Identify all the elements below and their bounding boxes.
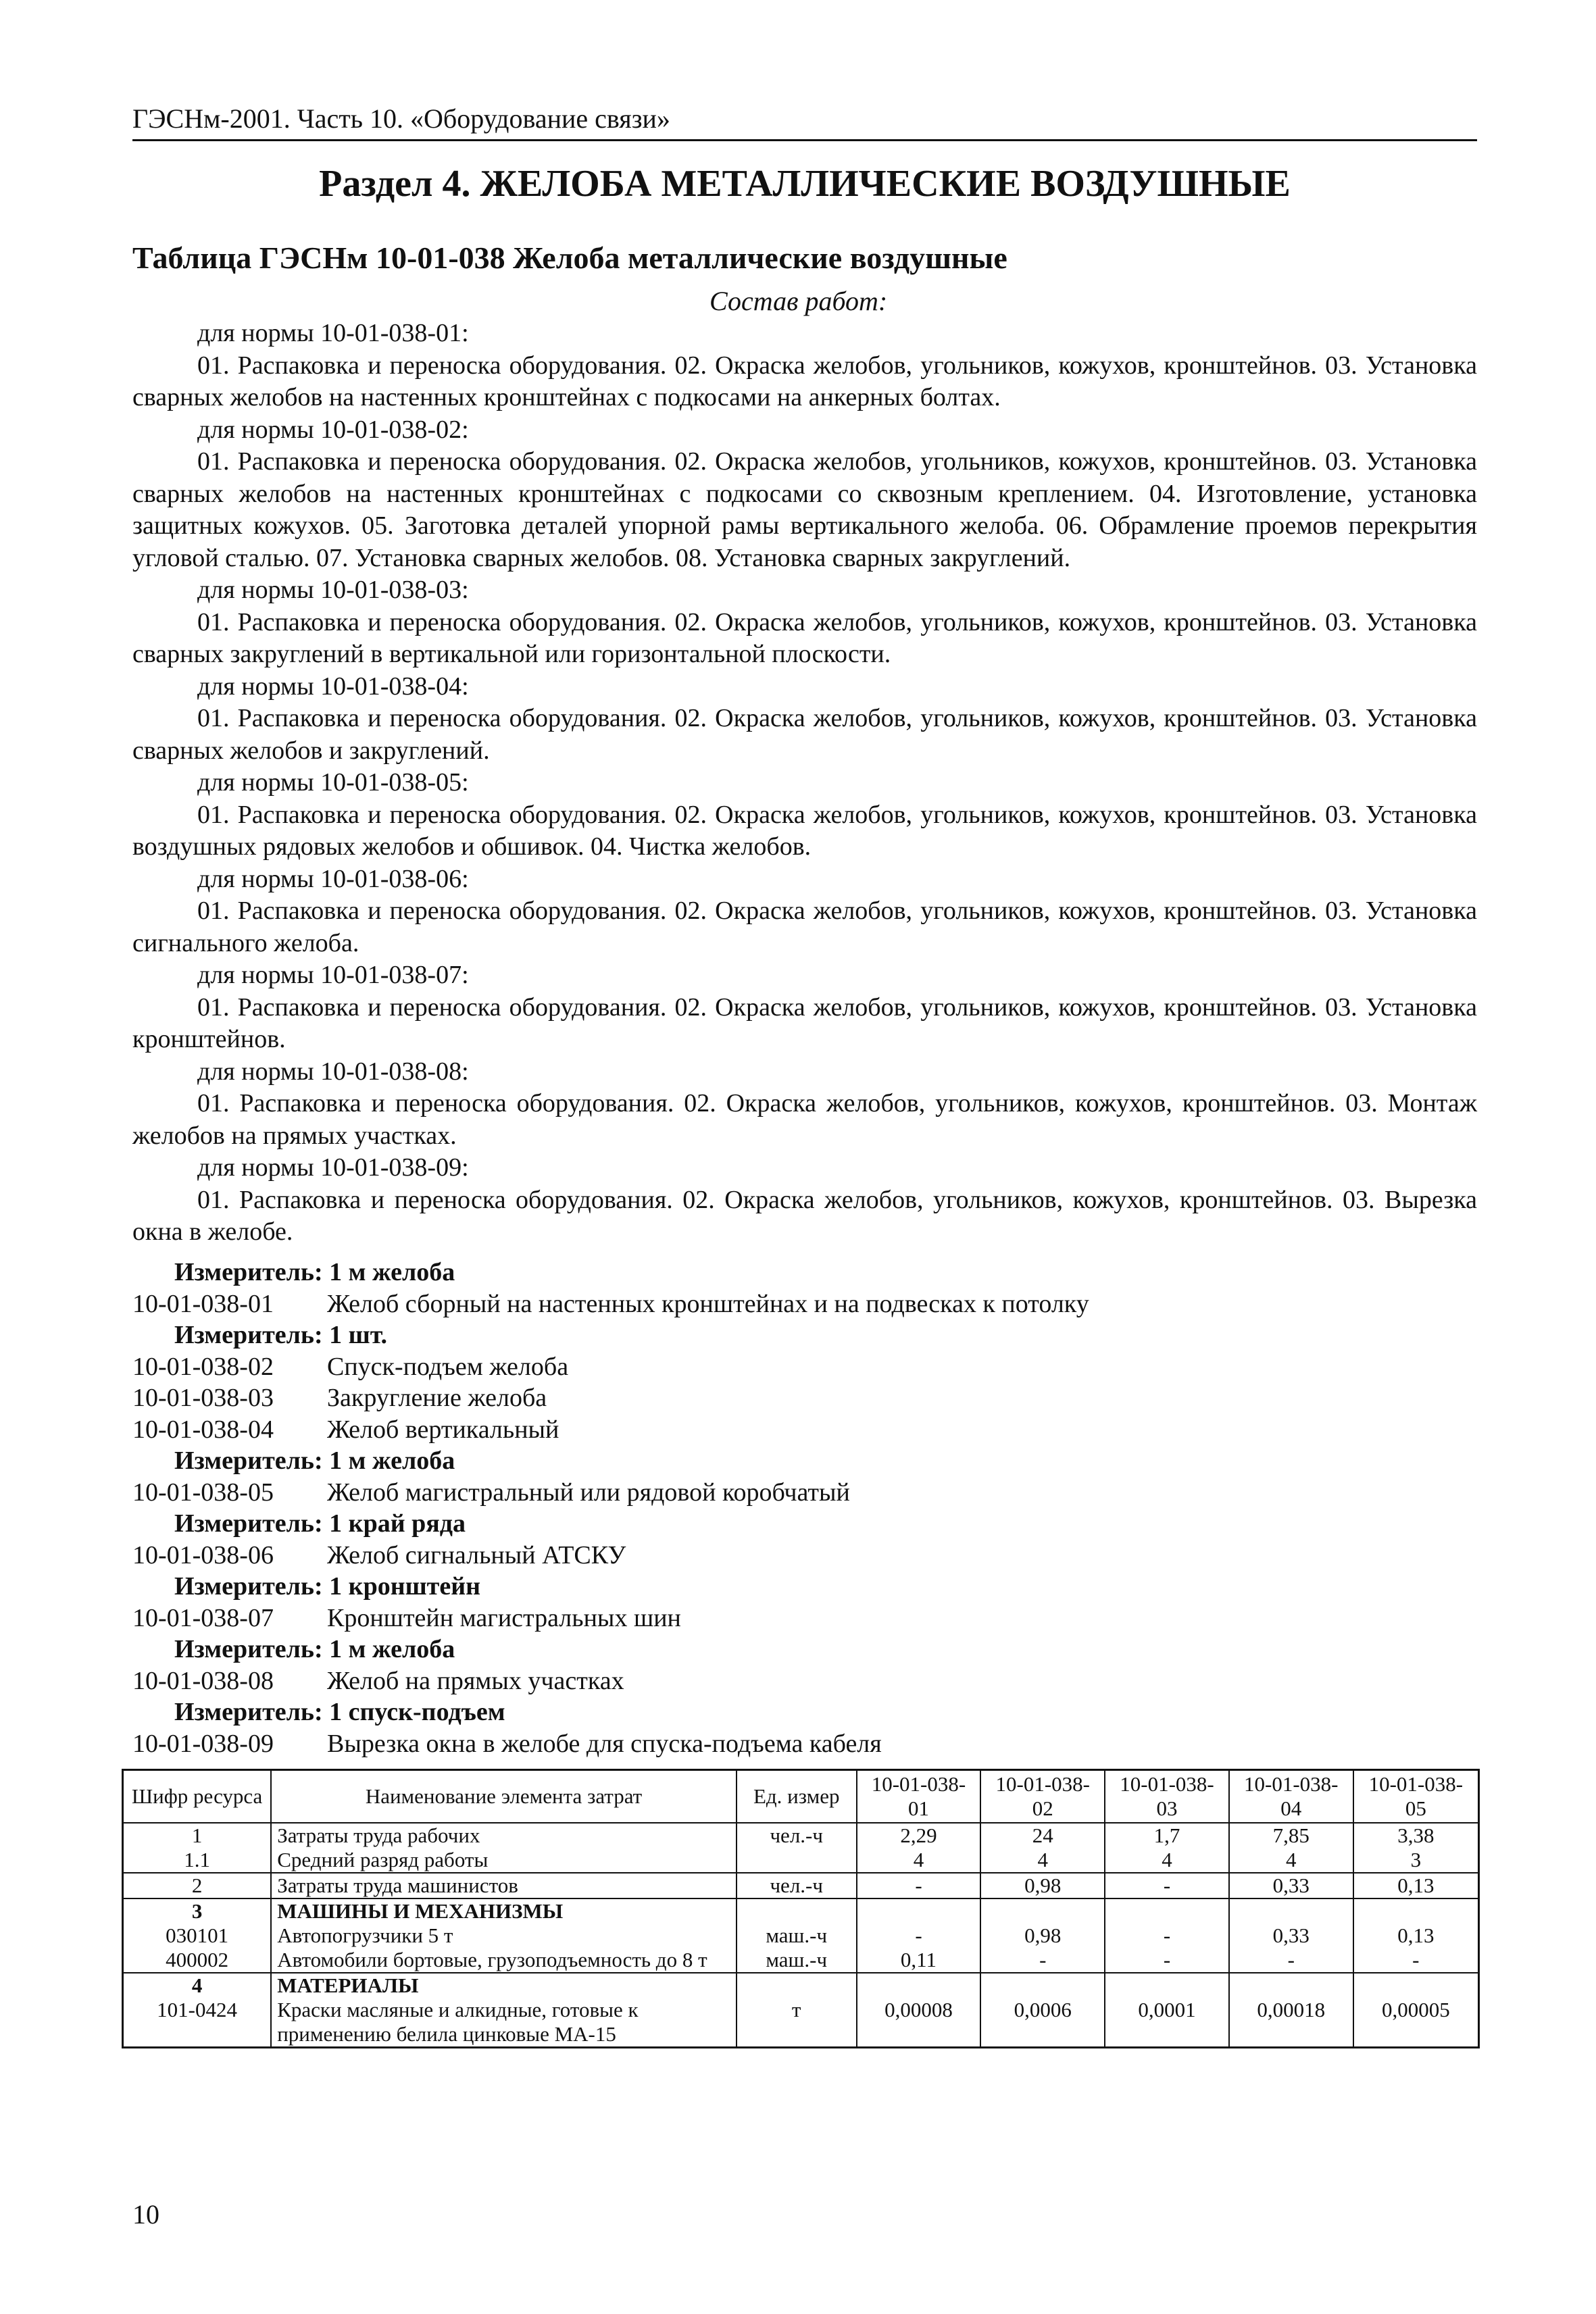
cell-unit: маш.-ч bbox=[737, 1948, 857, 1973]
measure-heading: Измеритель: 1 кронштейн bbox=[174, 1572, 480, 1601]
cell-value: - bbox=[1105, 1923, 1229, 1948]
cell-name: Автомобили бортовые, грузоподъемность до 8 т bbox=[271, 1948, 737, 1973]
measurement-units-list bbox=[132, 1257, 1477, 1759]
norm-code: 10-01-038-03 bbox=[132, 1384, 274, 1412]
page-number: 10 bbox=[132, 2199, 159, 2230]
cell-value: 3,38 bbox=[1353, 1823, 1479, 1848]
header-norm-02: 10-01-038-02 bbox=[980, 1770, 1105, 1823]
norm-label: для нормы 10-01-038-08: bbox=[197, 1057, 469, 1086]
norm-name: Желоб сборный на настенных кронштейнах и на подвесках к потолку bbox=[327, 1289, 1089, 1318]
norm-name: Желоб магистральный или рядовой коробчатый bbox=[327, 1478, 850, 1507]
cell-value: - bbox=[857, 1873, 981, 1898]
running-header: ГЭСНм-2001. Часть 10. «Оборудование связи» bbox=[132, 100, 1477, 141]
norm-text: 01. Распаковка и переноска оборудования. 02. Окраска желобов, угольников, кожухов, кронштейнов. 03. Установка сварных желобов на настенных кронштейнах с подкосами со сквозным креплением. 04. Изготовление, установка защитных кожухов. 05. Заготовка деталей упорной рамы вертикального желоба. 06. Обрамление проемов перекрытия угловой сталью. 07. Установка сварных желобов. 08. Установка сварных закруглений. bbox=[132, 447, 1477, 572]
cell-unit bbox=[737, 1848, 857, 1873]
norm-name: Вырезка окна в желобе для спуска-подъема кабеля bbox=[327, 1729, 882, 1758]
cell-value: 0,13 bbox=[1353, 1923, 1479, 1948]
header-unit: Ед. измер bbox=[737, 1770, 857, 1823]
norm-row bbox=[132, 1603, 1477, 1634]
cell-name: МАШИНЫ И МЕХАНИЗМЫ bbox=[271, 1898, 737, 1923]
norm-text: 01. Распаковка и переноска оборудования. 02. Окраска желобов, угольников, кожухов, кронштейнов. 03. Монтаж желобов на прямых участках. bbox=[132, 1089, 1477, 1150]
cell-value: 3 bbox=[1353, 1848, 1479, 1873]
norm-text: 01. Распаковка и переноска оборудования. 02. Окраска желобов, угольников, кожухов, кронштейнов. 03. Установка сварных желобов на настенных кронштейнах с подкосами на анкерных болтах. bbox=[132, 351, 1477, 411]
norm-row bbox=[132, 1477, 1477, 1509]
norm-code: 10-01-038-08 bbox=[132, 1666, 274, 1695]
cell-name: Затраты труда рабочих bbox=[271, 1823, 737, 1848]
cell-value: 7,85 bbox=[1229, 1823, 1353, 1848]
norm-label: для нормы 10-01-038-01: bbox=[197, 319, 469, 347]
norm-label: для нормы 10-01-038-04: bbox=[197, 672, 469, 701]
cell-value: 0,13 bbox=[1353, 1873, 1479, 1898]
norm-row bbox=[132, 1728, 1477, 1760]
norm-text: 01. Распаковка и переноска оборудования. 02. Окраска желобов, угольников, кожухов, кронштейнов. 03. Установка сварных желобов и закруглений. bbox=[132, 704, 1477, 765]
norm-code: 10-01-038-07 bbox=[132, 1603, 274, 1632]
cell-value: 4 bbox=[1229, 1848, 1353, 1873]
cell-value: - bbox=[1105, 1948, 1229, 1973]
section-title: Раздел 4. ЖЕЛОБА МЕТАЛЛИЧЕСКИЕ ВОЗДУШНЫЕ bbox=[319, 163, 1291, 205]
norm-row bbox=[132, 1540, 1477, 1571]
cell-code: 030101 bbox=[123, 1923, 272, 1948]
measure-heading: Измеритель: 1 м желоба bbox=[174, 1635, 455, 1663]
table-row bbox=[123, 1848, 1479, 1873]
norm-code: 10-01-038-04 bbox=[132, 1415, 274, 1444]
norm-name: Спуск-подъем желоба bbox=[327, 1352, 569, 1381]
cell-name: Автопогрузчики 5 т bbox=[271, 1923, 737, 1948]
norm-code: 10-01-038-01 bbox=[132, 1289, 274, 1318]
norm-text: 01. Распаковка и переноска оборудования. 02. Окраска желобов, угольников, кожухов, кронштейнов. 03. Установка воздушных рядовых желобов и обшивок. 04. Чистка желобов. bbox=[132, 800, 1477, 861]
norm-code: 10-01-038-05 bbox=[132, 1478, 274, 1507]
cell-value: 4 bbox=[980, 1848, 1105, 1873]
norm-name: Желоб на прямых участках bbox=[327, 1666, 624, 1695]
header-norm-04: 10-01-038-04 bbox=[1229, 1770, 1353, 1823]
header-resource-code: Шифр ресурса bbox=[123, 1770, 272, 1823]
cell-name: МАТЕРИАЛЫ bbox=[271, 1973, 737, 1998]
table-title: Таблица ГЭСНм 10-01-038 Желоба металлические воздушные bbox=[132, 241, 1007, 275]
measure-heading: Измеритель: 1 м желоба bbox=[174, 1258, 455, 1286]
cell-value: 0,00008 bbox=[857, 1998, 981, 2048]
table-row bbox=[123, 1998, 1479, 2048]
header-cost-element-name: Наименование элемента затрат bbox=[271, 1770, 737, 1823]
table-row bbox=[123, 1898, 1479, 1923]
norm-label: для нормы 10-01-038-07: bbox=[197, 961, 469, 989]
composition-of-works bbox=[132, 318, 1477, 1249]
cell-value: 1,7 bbox=[1105, 1823, 1229, 1848]
norm-name: Желоб сигнальный АТСКУ bbox=[327, 1540, 626, 1569]
cell-name: Средний разряд работы bbox=[271, 1848, 737, 1873]
cell-name: Затраты труда машинистов bbox=[271, 1873, 737, 1898]
cell-value: 0,11 bbox=[857, 1948, 981, 1973]
cell-value: - bbox=[980, 1948, 1105, 1973]
cell-code: 3 bbox=[123, 1898, 272, 1923]
table-row bbox=[123, 1823, 1479, 1848]
cell-value: 24 bbox=[980, 1823, 1105, 1848]
norm-row bbox=[132, 1665, 1477, 1697]
norm-row bbox=[132, 1351, 1477, 1383]
cell-value: 0,00018 bbox=[1229, 1998, 1353, 2048]
cell-value: - bbox=[1105, 1873, 1229, 1898]
cell-value: 0,33 bbox=[1229, 1873, 1353, 1898]
norm-code: 10-01-038-06 bbox=[132, 1540, 274, 1569]
header-norm-05: 10-01-038-05 bbox=[1353, 1770, 1479, 1823]
materials-group bbox=[123, 1973, 1479, 2048]
cell-value: 0,0006 bbox=[980, 1998, 1105, 2048]
cell-value: 2,29 bbox=[857, 1823, 981, 1848]
norm-label: для нормы 10-01-038-06: bbox=[197, 864, 469, 893]
cell-name: Краски масляные и алкидные, готовые к применению белила цинковые МА-15 bbox=[271, 1998, 737, 2048]
cell-code: 1 bbox=[123, 1823, 272, 1848]
measure-heading: Измеритель: 1 спуск-подъем bbox=[174, 1698, 505, 1726]
table-row bbox=[123, 1948, 1479, 1973]
cell-unit: т bbox=[737, 1998, 857, 2048]
cell-value: - bbox=[1353, 1948, 1479, 1973]
machinery-group bbox=[123, 1898, 1479, 1973]
cell-value: 4 bbox=[1105, 1848, 1229, 1873]
composition-of-works-label: Состав работ: bbox=[709, 286, 888, 316]
cell-value: 0,00005 bbox=[1353, 1998, 1479, 2048]
table-header-row bbox=[123, 1770, 1479, 1823]
cell-value: 0,0001 bbox=[1105, 1998, 1229, 2048]
norm-row bbox=[132, 1288, 1477, 1320]
cell-value: 0,98 bbox=[980, 1873, 1105, 1898]
norm-code: 10-01-038-09 bbox=[132, 1729, 274, 1758]
norm-label: для нормы 10-01-038-05: bbox=[197, 768, 469, 797]
measure-heading: Измеритель: 1 шт. bbox=[174, 1321, 388, 1349]
norm-row bbox=[132, 1382, 1477, 1414]
norm-label: для нормы 10-01-038-02: bbox=[197, 415, 469, 444]
norm-label: для нормы 10-01-038-09: bbox=[197, 1153, 469, 1182]
cell-value: 0,33 bbox=[1229, 1923, 1353, 1948]
cell-value: - bbox=[1229, 1948, 1353, 1973]
cell-code: 400002 bbox=[123, 1948, 272, 1973]
cell-unit: маш.-ч bbox=[737, 1923, 857, 1948]
machinists-group bbox=[123, 1873, 1479, 1898]
norm-label: для нормы 10-01-038-03: bbox=[197, 576, 469, 604]
norm-name: Закругление желоба bbox=[327, 1384, 547, 1412]
header-norm-01: 10-01-038-01 bbox=[857, 1770, 981, 1823]
header-norm-03: 10-01-038-03 bbox=[1105, 1770, 1229, 1823]
norm-text: 01. Распаковка и переноска оборудования. 02. Окраска желобов, угольников, кожухов, кронштейнов. 03. Установка сварных закруглений в вертикальной или горизонтальной плоскости. bbox=[132, 607, 1477, 668]
cell-value: - bbox=[857, 1923, 981, 1948]
norm-text: 01. Распаковка и переноска оборудования. 02. Окраска желобов, угольников, кожухов, кронштейнов. 03. Установка кронштейнов. bbox=[132, 992, 1477, 1053]
cell-code: 101-0424 bbox=[123, 1998, 272, 2048]
norm-code: 10-01-038-02 bbox=[132, 1352, 274, 1381]
table-row bbox=[123, 1923, 1479, 1948]
table-row bbox=[123, 1873, 1479, 1898]
norm-text: 01. Распаковка и переноска оборудования. 02. Окраска желобов, угольников, кожухов, кронштейнов. 03. Вырезка окна в желобе. bbox=[132, 1185, 1477, 1246]
resource-cost-table bbox=[122, 1769, 1480, 2048]
norm-text: 01. Распаковка и переноска оборудования. 02. Окраска желобов, угольников, кожухов, кронштейнов. 03. Установка сигнального желоба. bbox=[132, 897, 1477, 957]
cell-value: 0,98 bbox=[980, 1923, 1105, 1948]
labor-group bbox=[123, 1823, 1479, 1873]
cell-code: 1.1 bbox=[123, 1848, 272, 1873]
norm-name: Кронштейн магистральных шин bbox=[327, 1603, 681, 1632]
cell-unit: чел.-ч bbox=[737, 1823, 857, 1848]
cell-unit: чел.-ч bbox=[737, 1873, 857, 1898]
norm-row bbox=[132, 1414, 1477, 1446]
measure-heading: Измеритель: 1 край ряда bbox=[174, 1509, 466, 1538]
measure-heading: Измеритель: 1 м желоба bbox=[174, 1447, 455, 1475]
table-row bbox=[123, 1973, 1479, 1998]
cell-code: 4 bbox=[123, 1973, 272, 1998]
norm-name: Желоб вертикальный bbox=[327, 1415, 559, 1444]
cell-value: 4 bbox=[857, 1848, 981, 1873]
cell-code: 2 bbox=[123, 1873, 272, 1898]
